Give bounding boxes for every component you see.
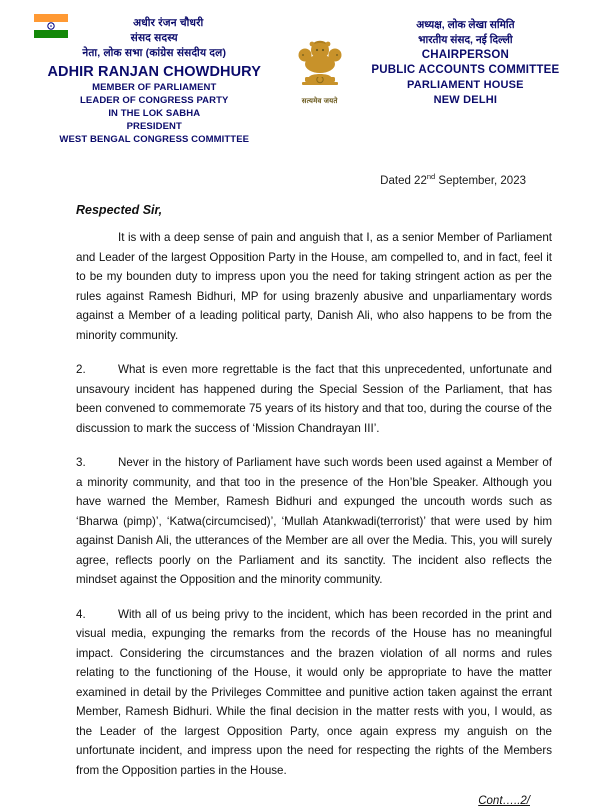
date-ordinal: nd <box>426 172 436 181</box>
letterhead-left-block <box>34 14 274 146</box>
letterhead-title-2: LEADER OF CONGRESS PARTY <box>80 95 229 106</box>
letterhead-title-1: MEMBER OF PARLIAMENT <box>92 82 217 93</box>
salutation: Respected Sir, <box>76 202 163 217</box>
letterhead-right-english-2: PUBLIC ACCOUNTS COMMITTEE <box>371 64 560 76</box>
letterhead-hindi-name: अधीर रंजन चौधरी <box>133 17 204 29</box>
paragraph-4-number: 4. <box>76 607 86 621</box>
state-emblem-of-india-icon <box>291 30 349 96</box>
letterhead-right-english-1: CHAIRPERSON <box>421 49 509 61</box>
letterhead-title-3: IN THE LOK SABHA <box>108 108 201 119</box>
paragraph-3 <box>76 453 552 590</box>
letterhead-title-4: PRESIDENT <box>126 121 182 132</box>
paragraph-2-number: 2. <box>76 363 86 377</box>
paragraph-4-text: With all of us being privy to the incident, which has been recorded in the print and visual media, expunging the remarks from the records of the House has no meaningful impact. Considering the circumstances and the brazen violation of all norms and rules relating to the functioning of the House, it would only be appropriate to have the matter examined in detail by the Privileges Committee and punitive action taken against the errant Member, Ramesh Bidhuri. While the final decision in the matter rests with you, I would, as the Leader of the largest Opposition Party, once again express my anguish on the unfortunate incident, and impress upon the need for respecting the rights of the Members from the Opposition parties in the House. <box>76 607 552 777</box>
letterhead-right-hindi-1: अध्यक्ष, लोक लेखा समिति <box>416 19 515 31</box>
paragraph-4 <box>76 605 552 781</box>
paragraph-1-text: It is with a deep sense of pain and anguish that I, as a senior Member of Parliament and Leader of the largest Opposition Party in the House, am compelled to, and in fact, feel it to be my bounden duty to impress upon you the need for taking stringent action as per the rules against Ramesh Bidhuri, MP for using brazenly abusive and unparliamentary words against a Member of a leading political party, Danish Ali, who also happens to be from the minority community. <box>76 231 552 342</box>
letterhead-hindi-designation-1: संसद सदस्य <box>130 32 178 44</box>
letterhead-title-5: WEST BENGAL CONGRESS COMMITTEE <box>59 134 250 145</box>
paragraph-3-text: Never in the history of Parliament have such words been used against a Member of a minority community, and that too in the presence of the Hon’ble Speaker. Although you have warned the Member, Ramesh Bidhuri and expunged the uncouth words such as ‘Bharwa (pimp)’, ‘Katwa(circumcised)’, ‘Mullah Atankwadi(terrorist)’ that were used by him against Danish Ali, the utterances of the Member are all over the Media. This, you will surely agree, reflects poorly on the Parliament and its sanctity. The incident also reflects the mindset against the Opposition and the minority community. <box>76 456 552 587</box>
letterhead-right-english-4: NEW DELHI <box>433 94 498 106</box>
date-suffix: September, 2023 <box>435 174 526 187</box>
letterhead <box>34 10 566 146</box>
letter-date <box>34 172 566 187</box>
paragraph-1 <box>76 228 552 345</box>
continuation-marker: Cont…..2/ <box>478 795 530 807</box>
letterhead-right-block <box>365 14 566 108</box>
paragraph-2 <box>76 360 552 438</box>
letterhead-right-hindi-2: भारतीय संसद, नई दिल्ली <box>418 34 513 46</box>
letterhead-right-english-3: PARLIAMENT HOUSE <box>407 79 524 91</box>
letterhead-center-block <box>274 14 364 106</box>
indian-flag-icon <box>34 14 68 38</box>
emblem-motto: सत्यमेव जयते <box>301 98 338 105</box>
date-prefix: Dated 22 <box>380 174 427 187</box>
paragraph-2-text: What is even more regrettable is the fact that this unprecedented, unfortunate and unsavoury incident has happened during the Special Session of the Parliament, that has been convened to commemorate 75 years of its history and that too, during the course of the discussion to mark the success of ‘Mission Chandrayan III’. <box>76 363 552 435</box>
letter-body <box>34 228 566 807</box>
letterhead-name-english: ADHIR RANJAN CHOWDHURY <box>47 64 261 80</box>
paragraph-3-number: 3. <box>76 456 86 470</box>
letterhead-hindi-designation-2: नेता, लोक सभा (कांग्रेस संसदीय दल) <box>82 47 227 59</box>
